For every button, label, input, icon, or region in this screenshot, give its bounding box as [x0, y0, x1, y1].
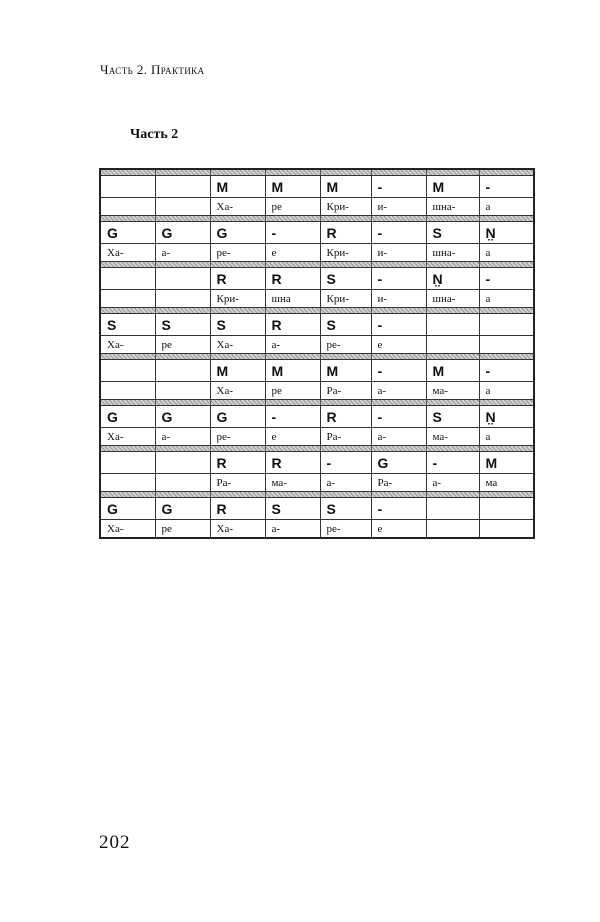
note-cell: S — [426, 406, 479, 428]
syllable-cell: и- — [371, 244, 426, 262]
note-cell — [155, 268, 210, 290]
note-cell: - — [371, 268, 426, 290]
note-cell: - — [371, 498, 426, 520]
note-cell: - — [371, 222, 426, 244]
note-cell: G — [100, 498, 155, 520]
note-cell: - — [426, 452, 479, 474]
note-cell: - — [320, 452, 371, 474]
syllable-cell: и- — [371, 198, 426, 216]
note-cell: - — [371, 406, 426, 428]
syllable-cell — [100, 474, 155, 492]
syllable-cell: ре — [155, 520, 210, 539]
syllable-cell: Кри- — [320, 244, 371, 262]
syllable-cell — [100, 198, 155, 216]
syllable-cell: Ра- — [320, 382, 371, 400]
syllable-row — [100, 382, 534, 400]
syllable-row — [100, 336, 534, 354]
syllable-cell — [100, 290, 155, 308]
syllable-row — [100, 474, 534, 492]
syllable-cell: а- — [320, 474, 371, 492]
note-cell — [155, 452, 210, 474]
note-cell: G — [100, 222, 155, 244]
note-cell: S — [100, 314, 155, 336]
syllable-cell: а — [479, 198, 534, 216]
syllable-cell: а- — [155, 244, 210, 262]
syllable-cell: Ха- — [210, 198, 265, 216]
note-cell: R — [320, 222, 371, 244]
syllable-cell: Ха- — [100, 244, 155, 262]
note-cell — [479, 314, 534, 336]
syllable-row — [100, 290, 534, 308]
note-cell: - — [479, 176, 534, 198]
syllable-row — [100, 198, 534, 216]
note-cell: G — [210, 406, 265, 428]
note-cell: M — [265, 176, 320, 198]
syllable-cell: Ха- — [100, 336, 155, 354]
note-cell: N̤ — [426, 268, 479, 290]
note-cell: N̤ — [479, 406, 534, 428]
note-cell: - — [371, 314, 426, 336]
note-cell: M — [479, 452, 534, 474]
syllable-cell: ре- — [210, 428, 265, 446]
notation-table — [99, 168, 535, 539]
syllable-cell — [100, 382, 155, 400]
syllable-cell: а- — [371, 428, 426, 446]
syllable-cell: ма- — [265, 474, 320, 492]
note-cell: G — [155, 498, 210, 520]
note-cell: G — [155, 222, 210, 244]
note-cell: S — [320, 314, 371, 336]
syllable-cell: а- — [265, 336, 320, 354]
note-cell: G — [155, 406, 210, 428]
syllable-cell: Ра- — [210, 474, 265, 492]
note-cell: G — [100, 406, 155, 428]
note-cell — [426, 314, 479, 336]
note-cell — [479, 498, 534, 520]
syllable-cell: Кри- — [320, 290, 371, 308]
syllable-cell: ре — [265, 382, 320, 400]
syllable-cell — [155, 474, 210, 492]
syllable-cell — [155, 198, 210, 216]
syllable-cell: Кри- — [210, 290, 265, 308]
syllable-cell — [155, 382, 210, 400]
note-cell: M — [426, 176, 479, 198]
syllable-cell: ре- — [210, 244, 265, 262]
syllable-cell: Ра- — [320, 428, 371, 446]
note-cell: N̤ — [479, 222, 534, 244]
note-cell: M — [210, 360, 265, 382]
note-cell: S — [210, 314, 265, 336]
note-cell: - — [479, 360, 534, 382]
note-cell: - — [265, 222, 320, 244]
note-cell: S — [320, 268, 371, 290]
syllable-cell — [155, 290, 210, 308]
syllable-row — [100, 244, 534, 262]
note-cell: G — [210, 222, 265, 244]
syllable-cell: шна- — [426, 198, 479, 216]
syllable-cell: е — [265, 428, 320, 446]
syllable-cell: ре — [155, 336, 210, 354]
syllable-cell: Ха- — [210, 520, 265, 539]
note-cell: G — [371, 452, 426, 474]
syllable-cell: а — [479, 290, 534, 308]
syllable-cell: ма- — [426, 382, 479, 400]
note-row — [100, 360, 534, 382]
section-title: Часть 2 — [130, 127, 179, 142]
note-cell — [155, 360, 210, 382]
syllable-cell: е — [371, 520, 426, 539]
syllable-row — [100, 428, 534, 446]
note-row — [100, 498, 534, 520]
note-cell — [100, 360, 155, 382]
syllable-cell: а- — [426, 474, 479, 492]
syllable-cell: шна- — [426, 244, 479, 262]
syllable-cell: и- — [371, 290, 426, 308]
notation-body — [100, 169, 534, 538]
syllable-cell: а — [479, 428, 534, 446]
syllable-cell: Ха- — [210, 382, 265, 400]
note-cell: S — [265, 498, 320, 520]
note-cell: M — [320, 176, 371, 198]
running-header: Часть 2. Практика — [100, 62, 205, 77]
syllable-cell: Ха- — [100, 520, 155, 539]
note-row — [100, 452, 534, 474]
note-cell: M — [320, 360, 371, 382]
note-row — [100, 314, 534, 336]
note-cell: M — [265, 360, 320, 382]
note-cell: S — [320, 498, 371, 520]
syllable-cell: а — [479, 244, 534, 262]
syllable-cell: а- — [265, 520, 320, 539]
syllable-row — [100, 520, 534, 539]
note-cell: R — [265, 314, 320, 336]
note-cell: - — [371, 360, 426, 382]
note-cell: R — [210, 452, 265, 474]
syllable-cell: ре — [265, 198, 320, 216]
syllable-cell: Ха- — [100, 428, 155, 446]
syllable-cell: шна — [265, 290, 320, 308]
note-cell: R — [265, 452, 320, 474]
syllable-cell: ре- — [320, 336, 371, 354]
syllable-cell: е — [371, 336, 426, 354]
note-cell — [155, 176, 210, 198]
syllable-cell: ма- — [426, 428, 479, 446]
note-row — [100, 176, 534, 198]
syllable-cell: Кри- — [320, 198, 371, 216]
note-cell: - — [371, 176, 426, 198]
note-row — [100, 222, 534, 244]
note-cell: S — [155, 314, 210, 336]
page-number: 202 — [99, 832, 131, 853]
note-cell: R — [210, 268, 265, 290]
syllable-cell: е — [265, 244, 320, 262]
note-cell: R — [320, 406, 371, 428]
note-row — [100, 268, 534, 290]
syllable-cell: а- — [371, 382, 426, 400]
syllable-cell — [426, 520, 479, 539]
note-cell — [100, 452, 155, 474]
syllable-cell: ма — [479, 474, 534, 492]
note-cell — [100, 176, 155, 198]
note-cell: R — [265, 268, 320, 290]
note-cell: S — [426, 222, 479, 244]
syllable-cell: шна- — [426, 290, 479, 308]
syllable-cell — [479, 520, 534, 539]
syllable-cell: ре- — [320, 520, 371, 539]
syllable-cell: а — [479, 382, 534, 400]
syllable-cell: а- — [155, 428, 210, 446]
note-row — [100, 406, 534, 428]
note-cell: - — [265, 406, 320, 428]
syllable-cell: Ха- — [210, 336, 265, 354]
syllable-cell — [479, 336, 534, 354]
note-cell: M — [426, 360, 479, 382]
syllable-cell — [426, 336, 479, 354]
note-cell: - — [479, 268, 534, 290]
note-cell — [426, 498, 479, 520]
note-cell — [100, 268, 155, 290]
note-cell: M — [210, 176, 265, 198]
note-cell: R — [210, 498, 265, 520]
syllable-cell: Ра- — [371, 474, 426, 492]
